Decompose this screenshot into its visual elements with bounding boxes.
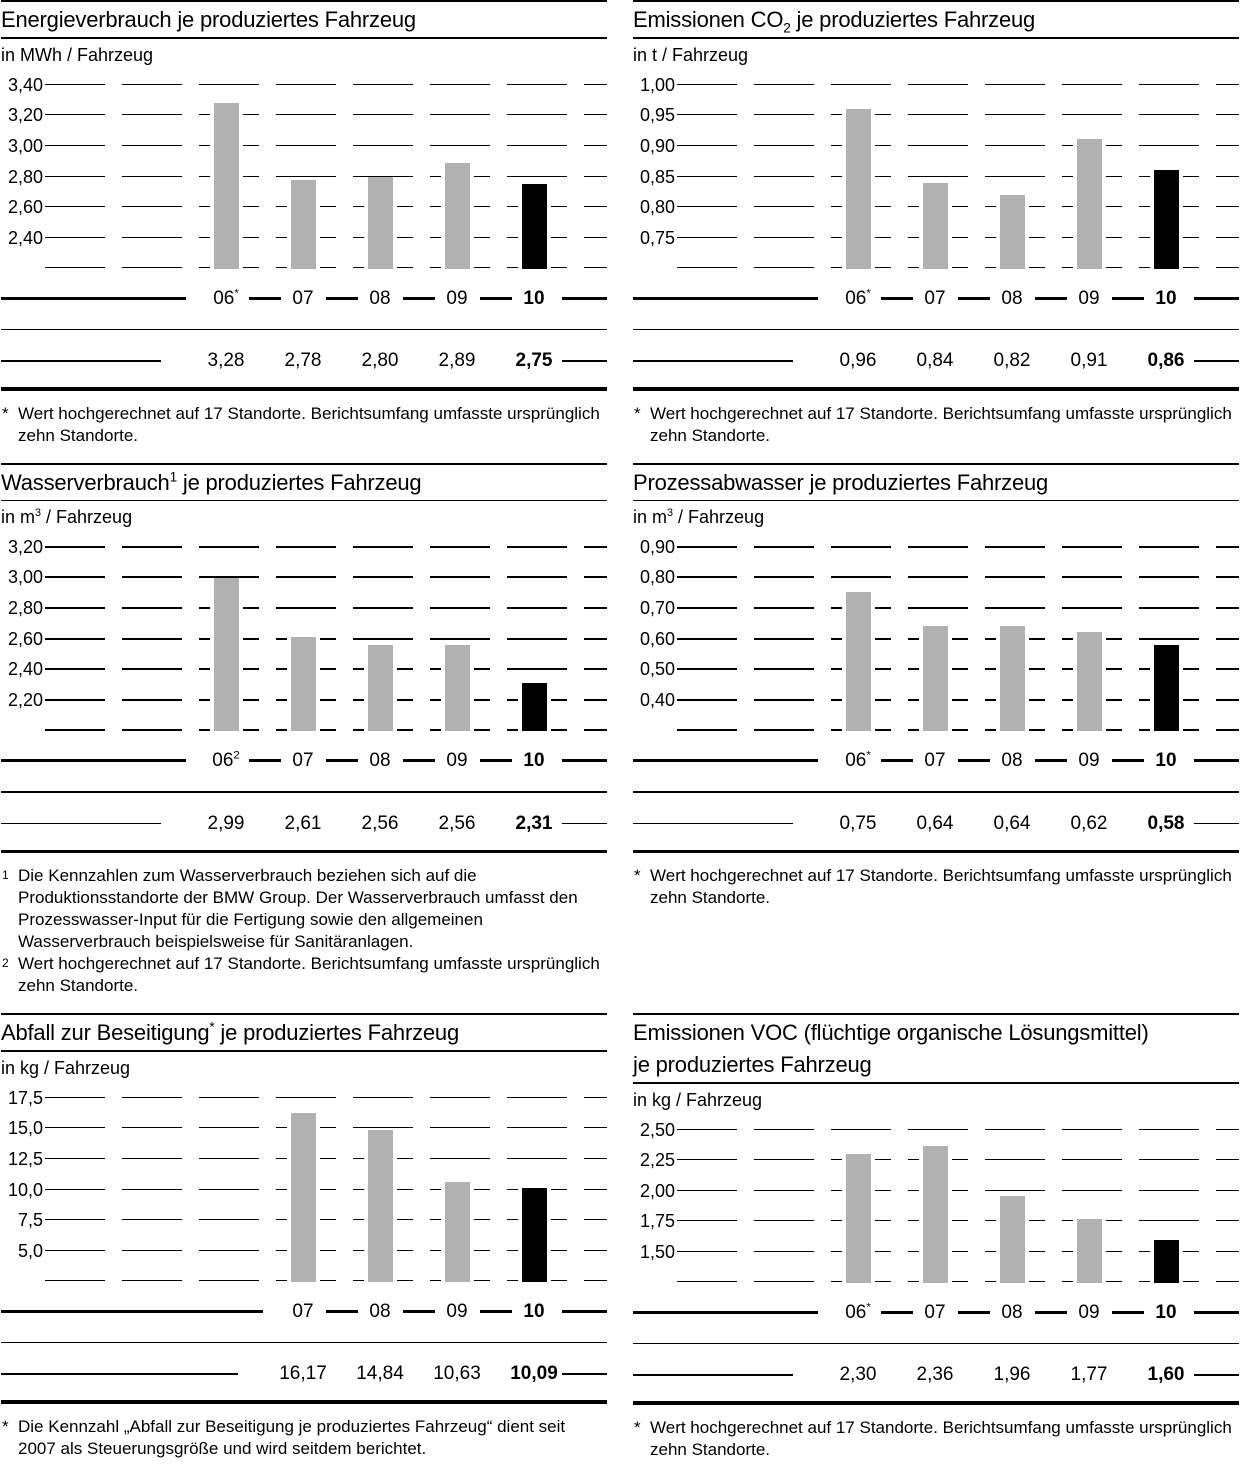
x-label-text: 08	[1001, 1301, 1023, 1323]
x-label-06	[194, 745, 258, 776]
y-tick-label: 3,20	[7, 104, 43, 125]
chart-abfall-zur-beseitigung	[1, 1013, 607, 1460]
x-label-text: 09	[446, 287, 468, 309]
bar-09	[1073, 139, 1106, 269]
value-label-07: 0,84	[916, 350, 954, 372]
x-label-text: 06	[845, 1301, 867, 1323]
x-label-10	[1134, 745, 1198, 776]
bar-07	[287, 1113, 320, 1282]
bar-07	[919, 1146, 952, 1283]
x-axis	[1, 283, 607, 314]
x-label-text: 06	[213, 287, 235, 309]
gridline	[677, 638, 1239, 640]
chart-title: Abfall zur Beseitigung* je produziertes Fahrzeug	[1, 1019, 459, 1046]
top-rule	[633, 0, 1239, 2]
x-label-text: 09	[446, 1300, 468, 1322]
bar-06	[210, 578, 243, 731]
separator-rule	[633, 1343, 1239, 1345]
y-tick-label: 2,50	[639, 1119, 675, 1140]
value-label-09: 2,89	[438, 350, 476, 372]
x-label-08	[348, 745, 412, 776]
x-label-06	[194, 283, 258, 314]
value-label-06: 3,28	[207, 350, 245, 372]
value-label-10: 10,09	[510, 1363, 558, 1385]
x-axis-line	[1, 297, 186, 300]
chart-emissionen-voc	[633, 1013, 1239, 1461]
x-label-text: 06	[212, 750, 234, 772]
y-tick-label: 1,50	[639, 1241, 675, 1262]
chart-unit-label: in $m^3$ / Fahrzeug	[1, 507, 133, 528]
title-rule	[1, 500, 607, 502]
value-row	[1, 1358, 607, 1389]
x-label-text: 09	[1078, 1301, 1100, 1323]
value-label-09: 0,62	[1070, 812, 1108, 834]
y-tick-label: 0,80	[639, 196, 675, 217]
x-label-07	[903, 1297, 967, 1328]
x-label-footnote-marker: *	[866, 1301, 871, 1314]
footnote	[1, 953, 607, 997]
value-row	[633, 1359, 1239, 1390]
footnote-marker: *	[634, 403, 641, 423]
value-row-line	[1, 823, 161, 825]
chart-prozessabwasser	[633, 463, 1239, 910]
value-label-08: 14,84	[356, 1363, 404, 1385]
title-rule	[1, 37, 607, 39]
gridline	[677, 84, 1239, 86]
y-tick-label: 2,25	[639, 1149, 675, 1170]
footnote	[1, 865, 607, 953]
y-tick-label: 2,40	[7, 659, 43, 680]
footnote-text: Wert hochgerechnet auf 17 Standorte. Berichtsumfang umfasste ursprünglich zehn Standorte.	[650, 403, 1232, 445]
value-row-line	[1, 360, 161, 362]
top-rule	[1, 463, 607, 465]
x-label-text: 06	[845, 750, 867, 772]
x-label-text: 07	[924, 750, 946, 772]
y-tick-label: 2,60	[7, 196, 43, 217]
chart-title: Wasserverbrauch$^1$ je produziertes Fahrzeug	[1, 469, 422, 495]
x-axis-line	[1194, 1311, 1239, 1314]
gridline	[45, 1158, 607, 1160]
x-label-text: 10	[523, 287, 545, 309]
value-row-line	[633, 360, 793, 362]
plot-area	[633, 537, 1239, 731]
value-label-06: 0,96	[839, 350, 877, 372]
x-label-09	[425, 283, 489, 314]
chart-title: Emissionen $CO_2$ je produziertes Fahrzeug	[633, 7, 1036, 36]
x-label-06	[826, 1297, 890, 1328]
y-tick-label: 1,75	[639, 1210, 675, 1231]
x-label-text: 09	[1078, 750, 1100, 772]
x-label-07	[271, 1296, 335, 1327]
y-tick-label: 17,5	[7, 1087, 43, 1108]
x-label-10	[1134, 283, 1198, 314]
y-tick-label: 2,80	[7, 166, 43, 187]
bar-09	[1073, 632, 1106, 731]
gridline	[677, 114, 1239, 116]
chart-emissionen-co2	[633, 0, 1239, 447]
bar-08	[996, 195, 1029, 269]
x-label-09	[1057, 283, 1121, 314]
y-tick-label: 3,20	[7, 537, 43, 558]
separator-rule	[633, 329, 1239, 331]
gridline	[45, 576, 607, 578]
y-tick-label: 7,5	[17, 1209, 43, 1230]
chart-title: Prozessabwasser je produziertes Fahrzeug	[633, 469, 1049, 495]
x-label-text: 06	[845, 287, 867, 309]
value-label-09: 0,91	[1070, 350, 1108, 372]
footnote-marker: *	[634, 866, 641, 886]
gridline	[45, 638, 607, 640]
x-label-text: 10	[523, 750, 545, 772]
x-label-text: 10	[1155, 1301, 1177, 1323]
x-label-09	[425, 1296, 489, 1327]
bar-06	[842, 1154, 875, 1283]
x-label-text: 07	[924, 1301, 946, 1323]
chart-wasserverbrauch	[1, 463, 607, 998]
value-label-09: 10,63	[433, 1363, 481, 1385]
x-axis-line	[1, 759, 186, 762]
title-rule	[633, 37, 1239, 39]
value-row	[633, 345, 1239, 376]
x-label-text: 08	[1001, 750, 1023, 772]
x-label-footnote-marker: *	[866, 749, 871, 762]
value-label-08: 0,64	[993, 812, 1031, 834]
x-label-text: 08	[1001, 287, 1023, 309]
x-label-07	[903, 745, 967, 776]
x-axis-line	[1, 1310, 263, 1313]
separator-rule	[1, 329, 607, 331]
y-tick-label: 0,50	[639, 659, 675, 680]
x-label-10	[502, 745, 566, 776]
x-label-text: 07	[292, 1300, 314, 1322]
y-tick-label: 5,0	[17, 1240, 43, 1261]
value-label-10: 0,86	[1147, 350, 1185, 372]
top-rule	[1, 0, 607, 2]
x-label-text: 09	[446, 750, 468, 772]
y-tick-label: 2,20	[7, 690, 43, 711]
y-tick-label: 3,40	[7, 74, 43, 95]
gridline	[45, 84, 607, 86]
gridline	[45, 1097, 607, 1099]
footnote	[1, 1416, 607, 1460]
x-label-text: 07	[924, 287, 946, 309]
x-axis-line	[562, 1310, 607, 1313]
x-label-10	[502, 283, 566, 314]
value-label-06: 0,75	[839, 812, 877, 834]
x-label-09	[1057, 1297, 1121, 1328]
x-label-footnote-marker: *	[866, 287, 871, 300]
footnote-text: Wert hochgerechnet auf 17 Standorte. Berichtsumfang umfasste ursprünglich zehn Standorte.	[650, 866, 1232, 908]
gridline	[677, 576, 1239, 578]
x-axis	[1, 1296, 607, 1327]
gridline	[677, 1220, 1239, 1222]
value-row-line	[633, 1374, 793, 1376]
footnote	[633, 865, 1239, 909]
value-label-08: 2,80	[361, 350, 399, 372]
footnotes	[633, 1417, 1239, 1461]
y-tick-label: 2,80	[7, 598, 43, 619]
y-tick-label: 0,90	[639, 135, 675, 156]
x-label-10	[1134, 1297, 1198, 1328]
footnote	[1, 403, 607, 447]
y-tick-label: 0,75	[639, 227, 675, 248]
value-label-06: 2,30	[839, 1364, 877, 1386]
value-label-08: 0,82	[993, 350, 1031, 372]
footnote-marker: *	[2, 1416, 9, 1436]
bottom-rule	[633, 387, 1239, 391]
title-rule	[633, 1082, 1239, 1084]
gridline	[45, 145, 607, 147]
bar-06	[842, 592, 875, 731]
x-label-08	[980, 1297, 1044, 1328]
y-tick-label: 3,00	[7, 135, 43, 156]
value-row	[633, 808, 1239, 839]
bar-07	[287, 637, 320, 731]
bar-08	[364, 177, 397, 269]
value-label-10: 1,60	[1147, 1364, 1185, 1386]
footnote-text: Wert hochgerechnet auf 17 Standorte. Berichtsumfang umfasste ursprünglich zehn Standorte.	[18, 954, 600, 996]
x-label-footnote-marker: 2	[233, 749, 240, 762]
bottom-rule	[1, 850, 607, 854]
bar-07	[287, 180, 320, 269]
footnote-marker: *	[634, 1417, 641, 1437]
gridline	[45, 607, 607, 609]
gridline	[677, 145, 1239, 147]
x-axis-line	[633, 297, 818, 300]
bottom-rule	[633, 850, 1239, 854]
y-tick-label: 0,80	[639, 567, 675, 588]
x-axis-line	[1194, 759, 1239, 762]
bar-07	[919, 626, 952, 731]
value-label-09: 1,77	[1070, 1364, 1108, 1386]
x-label-text: 09	[1078, 287, 1100, 309]
bar-08	[996, 626, 1029, 731]
footnote-marker: 2	[2, 956, 9, 971]
x-label-text: 08	[369, 1300, 391, 1322]
bar-10	[1150, 170, 1183, 269]
y-tick-label: 12,5	[7, 1148, 43, 1169]
y-tick-label: 15,0	[7, 1117, 43, 1138]
x-axis-line	[1194, 297, 1239, 300]
gridline	[677, 1129, 1239, 1131]
chart-unit-label: in t / Fahrzeug	[633, 44, 749, 65]
value-label-10: 0,58	[1147, 812, 1185, 834]
y-tick-label: 0,60	[639, 629, 675, 650]
bar-10	[1150, 1240, 1183, 1283]
top-rule	[633, 1013, 1239, 1015]
chart-energieverbrauch	[1, 0, 607, 447]
x-label-text: 07	[292, 750, 314, 772]
gridline	[45, 668, 607, 670]
x-label-text: 10	[1155, 750, 1177, 772]
x-axis-line	[562, 759, 607, 762]
footnotes	[1, 1416, 607, 1460]
plot-area	[633, 1119, 1239, 1283]
x-axis	[633, 1297, 1239, 1328]
bar-10	[518, 184, 551, 269]
value-row-line	[633, 823, 793, 825]
value-row	[1, 345, 607, 376]
bar-06	[210, 103, 243, 269]
x-label-text: 08	[369, 287, 391, 309]
separator-rule	[633, 791, 1239, 793]
x-label-06	[826, 745, 890, 776]
value-label-08: 1,96	[993, 1364, 1031, 1386]
bar-08	[364, 645, 397, 731]
x-label-07	[271, 283, 335, 314]
value-label-07: 2,36	[916, 1364, 954, 1386]
value-label-06: 2,99	[207, 812, 245, 834]
x-axis-line	[633, 1311, 818, 1314]
x-label-07	[903, 283, 967, 314]
x-axis-line	[562, 297, 607, 300]
x-label-07	[271, 745, 335, 776]
bottom-rule	[1, 1400, 607, 1404]
x-label-text: 07	[292, 287, 314, 309]
x-label-08	[348, 1296, 412, 1327]
x-label-08	[348, 283, 412, 314]
value-label-07: 0,64	[916, 812, 954, 834]
y-tick-label: 0,95	[639, 104, 675, 125]
value-label-07: 16,17	[279, 1363, 327, 1385]
value-label-07: 2,78	[284, 350, 322, 372]
bar-10	[518, 1188, 551, 1282]
top-rule	[1, 1013, 607, 1015]
title-rule	[633, 500, 1239, 502]
separator-rule	[1, 1342, 607, 1344]
plot-area	[1, 537, 607, 731]
chart-unit-label: in MWh / Fahrzeug	[1, 44, 154, 65]
bottom-rule	[633, 1401, 1239, 1405]
chart-unit-label: in kg / Fahrzeug	[633, 1089, 763, 1110]
value-label-10: 2,31	[515, 812, 553, 834]
footnote	[633, 1417, 1239, 1461]
bar-09	[1073, 1219, 1106, 1283]
x-label-08	[980, 745, 1044, 776]
gridline	[677, 607, 1239, 609]
x-label-06	[826, 283, 890, 314]
bar-09	[441, 163, 474, 269]
x-label-text: 10	[523, 1300, 545, 1322]
plot-area	[1, 74, 607, 269]
value-label-10: 2,75	[515, 350, 553, 372]
bottom-rule	[1, 387, 607, 391]
footnote-text: Wert hochgerechnet auf 17 Standorte. Berichtsumfang umfasste ursprünglich zehn Standorte.	[650, 1417, 1232, 1459]
y-tick-label: 10,0	[7, 1179, 43, 1200]
x-axis	[633, 283, 1239, 314]
y-tick-label: 0,70	[639, 598, 675, 619]
y-tick-label: 2,60	[7, 629, 43, 650]
chart-title: Emissionen VOC (flüchtige organische Lösungsmittel) je produziertes Fahrzeug	[633, 1020, 1149, 1078]
chart-title: Energieverbrauch je produziertes Fahrzeug	[1, 7, 416, 32]
footnote	[633, 403, 1239, 447]
x-axis	[1, 745, 607, 776]
plot-area	[633, 74, 1239, 269]
chart-unit-label: in kg / Fahrzeug	[1, 1057, 131, 1078]
x-label-text: 08	[369, 750, 391, 772]
gridline	[677, 546, 1239, 548]
y-tick-label: 3,00	[7, 567, 43, 588]
gridline	[677, 1190, 1239, 1192]
footnotes	[1, 403, 607, 447]
x-axis-line	[633, 759, 818, 762]
y-tick-label: 0,85	[639, 166, 675, 187]
value-label-09: 2,56	[438, 812, 476, 834]
gridline	[45, 546, 607, 548]
x-label-09	[1057, 745, 1121, 776]
footnote-text: Die Kennzahl „Abfall zur Beseitigung je produziertes Fahrzeug“ dient seit 2007 als Steuerungsgröße und wird seitdem berichtet.	[18, 1416, 566, 1458]
gridline	[45, 114, 607, 116]
x-label-08	[980, 283, 1044, 314]
footnotes	[633, 865, 1239, 909]
footnotes	[633, 403, 1239, 447]
x-axis	[633, 745, 1239, 776]
gridline	[677, 1159, 1239, 1161]
bar-06	[842, 109, 875, 269]
x-label-09	[425, 745, 489, 776]
separator-rule	[1, 791, 607, 793]
x-label-10	[502, 1296, 566, 1327]
y-tick-label: 2,00	[639, 1180, 675, 1201]
footnote-marker: 1	[2, 868, 9, 883]
footnote-text: Die Kennzahlen zum Wasserverbrauch beziehen sich auf die Produktionsstandorte der BMW Group. Der Wasserverbrauch umfasst den Prozesswasser-Input für die Fertigung sowie den allgemeinen Wasserverbrauch beispielsweise für Sanitäranlagen.	[18, 866, 578, 952]
value-label-07: 2,61	[284, 812, 322, 834]
bar-10	[518, 683, 551, 731]
y-tick-label: 2,40	[7, 227, 43, 248]
gridline	[45, 176, 607, 178]
bar-09	[441, 1182, 474, 1282]
bar-09	[441, 645, 474, 731]
value-label-08: 2,56	[361, 812, 399, 834]
y-tick-label: 0,40	[639, 690, 675, 711]
footnotes	[1, 865, 607, 997]
value-row	[1, 808, 607, 839]
y-tick-label: 0,90	[639, 537, 675, 558]
plot-area	[1, 1087, 607, 1282]
footnote-marker: *	[2, 403, 9, 423]
bar-08	[364, 1130, 397, 1282]
footnote-text: Wert hochgerechnet auf 17 Standorte. Berichtsumfang umfasste ursprünglich zehn Standorte.	[18, 403, 600, 445]
y-tick-label: 1,00	[639, 74, 675, 95]
bar-07	[919, 183, 952, 269]
x-label-text: 10	[1155, 287, 1177, 309]
bar-08	[996, 1196, 1029, 1283]
chart-unit-label: in $m^3$ / Fahrzeug	[633, 507, 765, 528]
x-label-footnote-marker: *	[234, 287, 239, 300]
value-row-line	[1, 1373, 238, 1375]
title-rule	[1, 1050, 607, 1052]
gridline	[45, 1127, 607, 1129]
top-rule	[633, 463, 1239, 465]
bar-10	[1150, 645, 1183, 731]
